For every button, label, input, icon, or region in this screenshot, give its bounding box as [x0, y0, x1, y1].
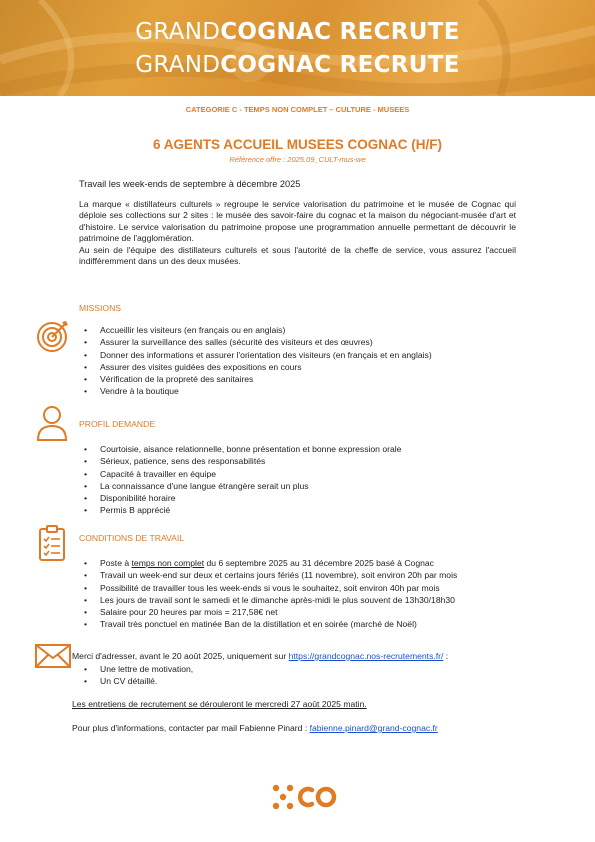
- contact-info: [72, 723, 438, 733]
- contact-email-link[interactable]: fabienne.pinard@grand-cognac.fr: [309, 723, 438, 733]
- banner-title: [0, 19, 595, 45]
- job-title: 6 AGENTS ACCUEIL MUSEES COGNAC (H/F): [152, 137, 443, 152]
- list-item: • Courtoisie, aisance relationnelle, bonne présentation et bonne expression orale: [84, 443, 401, 455]
- list-item: [84, 557, 457, 569]
- list-item: • Vérification de la propreté des sanitaires: [84, 373, 432, 385]
- list-item: • Possibilité de travailler tous les week-ends si vous le souhaitez, soit environ 40h par mois: [84, 582, 457, 594]
- list-item: • Accueillir les visiteurs (en français ou en anglais): [84, 324, 432, 336]
- header-banner: [0, 0, 595, 96]
- list-item: • La connaissance d'une langue étrangère serait un plus: [84, 480, 401, 492]
- job-category: CATEGORIE C - TEMPS NON COMPLET – CULTURE - MUSEES: [185, 105, 410, 114]
- condition-text: du 6 septembre 2025 au 31 décembre 2025 basé à Cognac: [204, 558, 434, 568]
- list-item: • Assurer la surveillance des salles (sécurité des visiteurs et des œuvres): [84, 336, 432, 348]
- list-item: • Les jours de travail sont le samedi et le dimanche après-midi le plus souvent de 13h30/18h30: [84, 594, 457, 606]
- banner-cognac-recrute-2: COGNAC RECRUTE: [220, 52, 460, 78]
- list-item: • Capacité à travailler en équipe: [84, 468, 401, 480]
- profile-title: PROFIL DEMANDE: [79, 419, 156, 429]
- part-time-link[interactable]: temps non complet: [131, 558, 205, 568]
- banner-grand-2: GRAND: [135, 52, 221, 78]
- banner-title-repeat: [0, 52, 595, 78]
- list-item: • Salaire pour 20 heures par mois = 217,58€ net: [84, 606, 457, 618]
- application-url-link[interactable]: https://grandcognac.nos-recrutements.fr/: [288, 651, 444, 661]
- job-subtitle: Travail les week-ends de septembre à décembre 2025: [79, 179, 301, 189]
- missions-title: MISSIONS: [79, 303, 122, 313]
- job-reference: Référence offre : 2025.09_CULT-mus-we: [229, 155, 366, 164]
- intro-paragraph: Au sein de l'équipe des distillateurs culturels et sous l'autorité de la cheffe de service, vous assurez l'accueil indifféremment dans un des deux musées.: [79, 244, 516, 267]
- list-item: • Un CV détaillé.: [84, 675, 193, 687]
- list-item: • Travail très ponctuel en matinée Ban de la distillation et en soirée (marché de Noël): [84, 618, 457, 630]
- conditions-title: CONDITIONS DE TRAVAIL: [79, 533, 185, 543]
- conditions-list: [84, 557, 457, 631]
- grand-cognac-logo-icon: [272, 784, 338, 810]
- target-icon: [35, 318, 71, 354]
- list-item: • Disponibilité horaire: [84, 492, 401, 504]
- list-item: • Assurer des visites guidées des expositions en cours: [84, 361, 432, 373]
- list-item: • Travail un week-end sur deux et certains jours fériés (11 novembre), soit environ 20h par mois: [84, 569, 457, 581]
- contact-text: Pour plus d'informations, contacter par mail Fabienne Pinard :: [72, 723, 310, 733]
- clipboard-icon: [37, 524, 67, 562]
- application-instructions: [72, 651, 448, 661]
- banner-background-texture: [0, 0, 595, 96]
- list-item: • Permis B apprécié: [84, 504, 401, 516]
- list-item: • Sérieux, patience, sens des responsabilités: [84, 455, 401, 467]
- banner-grand: GRAND: [135, 19, 221, 45]
- documents-list: [84, 663, 193, 688]
- banner-cognac-recrute: COGNAC RECRUTE: [220, 19, 460, 45]
- list-item: • Une lettre de motivation,: [84, 663, 193, 675]
- intro-paragraph: La marque « distillateurs culturels » regroupe le service valorisation du patrimoine et le musée de Cognac qui déploie ses collections sur 2 sites : le musée des savoir-faire du cognac et la maison du négociant-musée d'art et d'histoire. Le service valorisation du patrimoine propose une programmation annuelle permettant de découvrir le patrimoine de l'agglomération.: [79, 199, 516, 244]
- list-item: • Donner des informations et assurer l'orientation des visiteurs (en français et en anglais): [84, 349, 432, 361]
- missions-list: [84, 324, 432, 398]
- envelope-icon: [34, 643, 72, 669]
- application-text-end: :: [443, 651, 449, 661]
- list-item: • Vendre à la boutique: [84, 385, 432, 397]
- condition-text: Poste à: [100, 558, 132, 568]
- application-text: Merci d'adresser, avant le 20 août 2025, uniquement sur: [72, 651, 289, 661]
- intro-text: [79, 199, 516, 267]
- profile-list: [84, 443, 401, 517]
- person-icon: [35, 404, 69, 442]
- interviews-notice: Les entretiens de recrutement se dérouleront le mercredi 27 août 2025 matin.: [72, 699, 367, 709]
